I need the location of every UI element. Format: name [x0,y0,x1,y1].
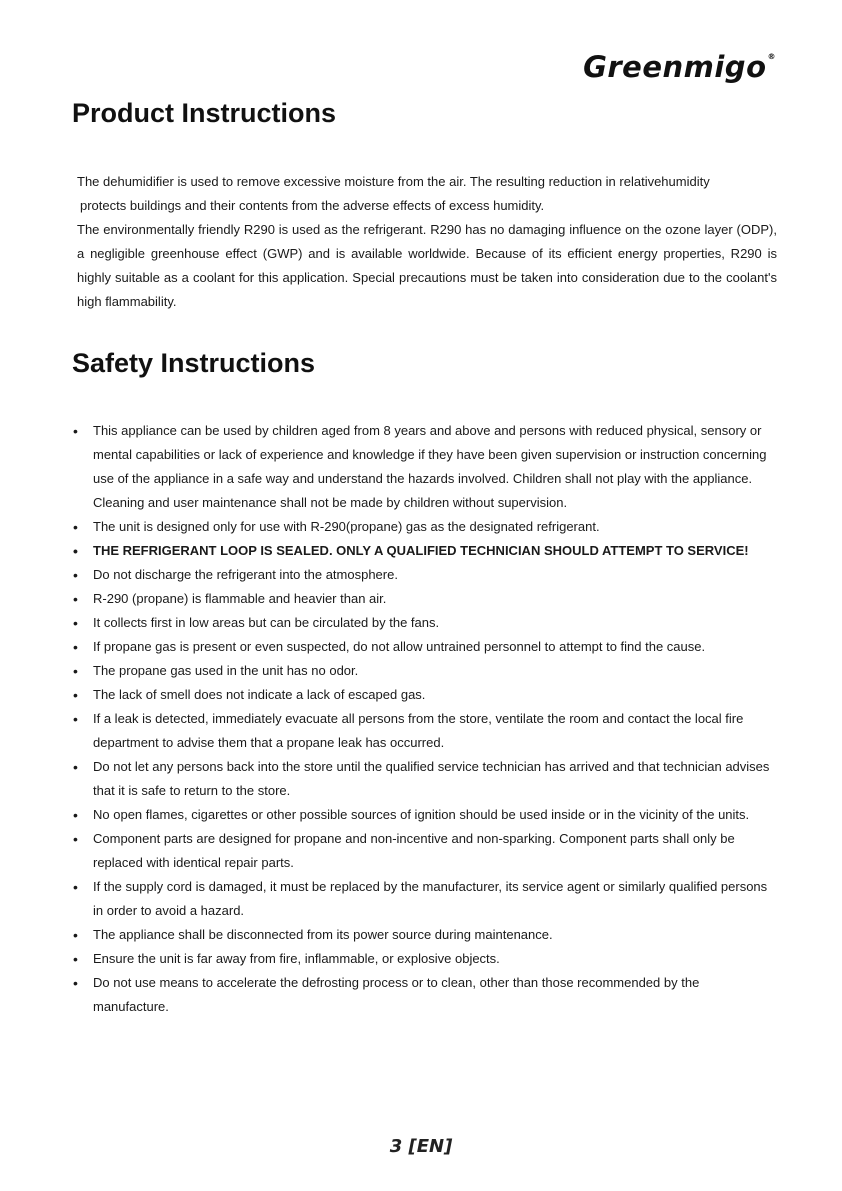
safety-item: • The unit is designed only for use with R-290(propane) gas as the designated refrigerant. [72,515,776,539]
intro-paragraph-2: protects buildings and their contents from the adverse effects of excess humidity. [80,198,545,213]
intro-paragraph-3: The environmentally friendly R290 is used as the refrigerant. R290 has no damaging influence on the ozone layer (ODP), a negligible greenhouse effect (GWP) and is available worldwide. Because of its efficient energy properties, R290 is highly suitable as a coolant for this application. Special precautions must be taken into consideration due to the coolant's high flammability. [77,222,777,309]
safety-item: • No open flames, cigarettes or other possible sources of ignition should be used inside or in the vicinity of the units. [72,803,776,827]
intro-paragraph-1: The dehumidifier is used to remove excessive moisture from the air. The resulting reduction in relativehumidity [77,174,710,189]
brand-logo [583,50,776,84]
safety-item: • Component parts are designed for propane and non-incentive and non-sparking. Component parts shall only be replaced with identical repair parts. [72,827,776,875]
safety-item: • The lack of smell does not indicate a lack of escaped gas. [72,683,776,707]
safety-item: • This appliance can be used by children aged from 8 years and above and persons with reduced physical, sensory or mental capabilities or lack of experience and knowledge if they have been given supervision or instruction concerning use of the appliance in a safe way and understand the hazards involved. Children shall not play with the appliance. Cleaning and user maintenance shall not be made by children without supervision. [72,419,776,515]
safety-item: • If the supply cord is damaged, it must be replaced by the manufacturer, its service agent or similarly qualified persons in order to avoid a hazard. [72,875,776,923]
safety-item-warning: • THE REFRIGERANT LOOP IS SEALED. ONLY A QUALIFIED TECHNICIAN SHOULD ATTEMPT TO SERVICE! [72,539,776,563]
brand-name: Greenmigo [583,50,767,84]
safety-item: • R-290 (propane) is flammable and heavier than air. [72,587,776,611]
safety-item: • The appliance shall be disconnected from its power source during maintenance. [72,923,776,947]
product-instructions-heading: Product Instructions [72,98,337,128]
safety-list [72,419,776,1019]
safety-item: • If a leak is detected, immediately evacuate all persons from the store, ventilate the room and contact the local fire department to advise them that a propane leak has occurred. [72,707,776,755]
safety-instructions-heading: Safety Instructions [72,348,316,378]
safety-item: • Do not let any persons back into the store until the qualified service technician has arrived and that technician advises that it is safe to return to the store. [72,755,776,803]
page-number: 3 [EN] [389,1136,453,1157]
safety-item: • Do not use means to accelerate the defrosting process or to clean, other than those recommended by the manufacture. [72,971,776,1019]
safety-item: • Ensure the unit is far away from fire, inflammable, or explosive objects. [72,947,776,971]
safety-item: • The propane gas used in the unit has no odor. [72,659,776,683]
safety-item: • If propane gas is present or even suspected, do not allow untrained personnel to attempt to find the cause. [72,635,776,659]
product-intro [77,170,777,314]
safety-item: • It collects first in low areas but can be circulated by the fans. [72,611,776,635]
safety-item: • Do not discharge the refrigerant into the atmosphere. [72,563,776,587]
registered-mark: ® [767,52,776,61]
